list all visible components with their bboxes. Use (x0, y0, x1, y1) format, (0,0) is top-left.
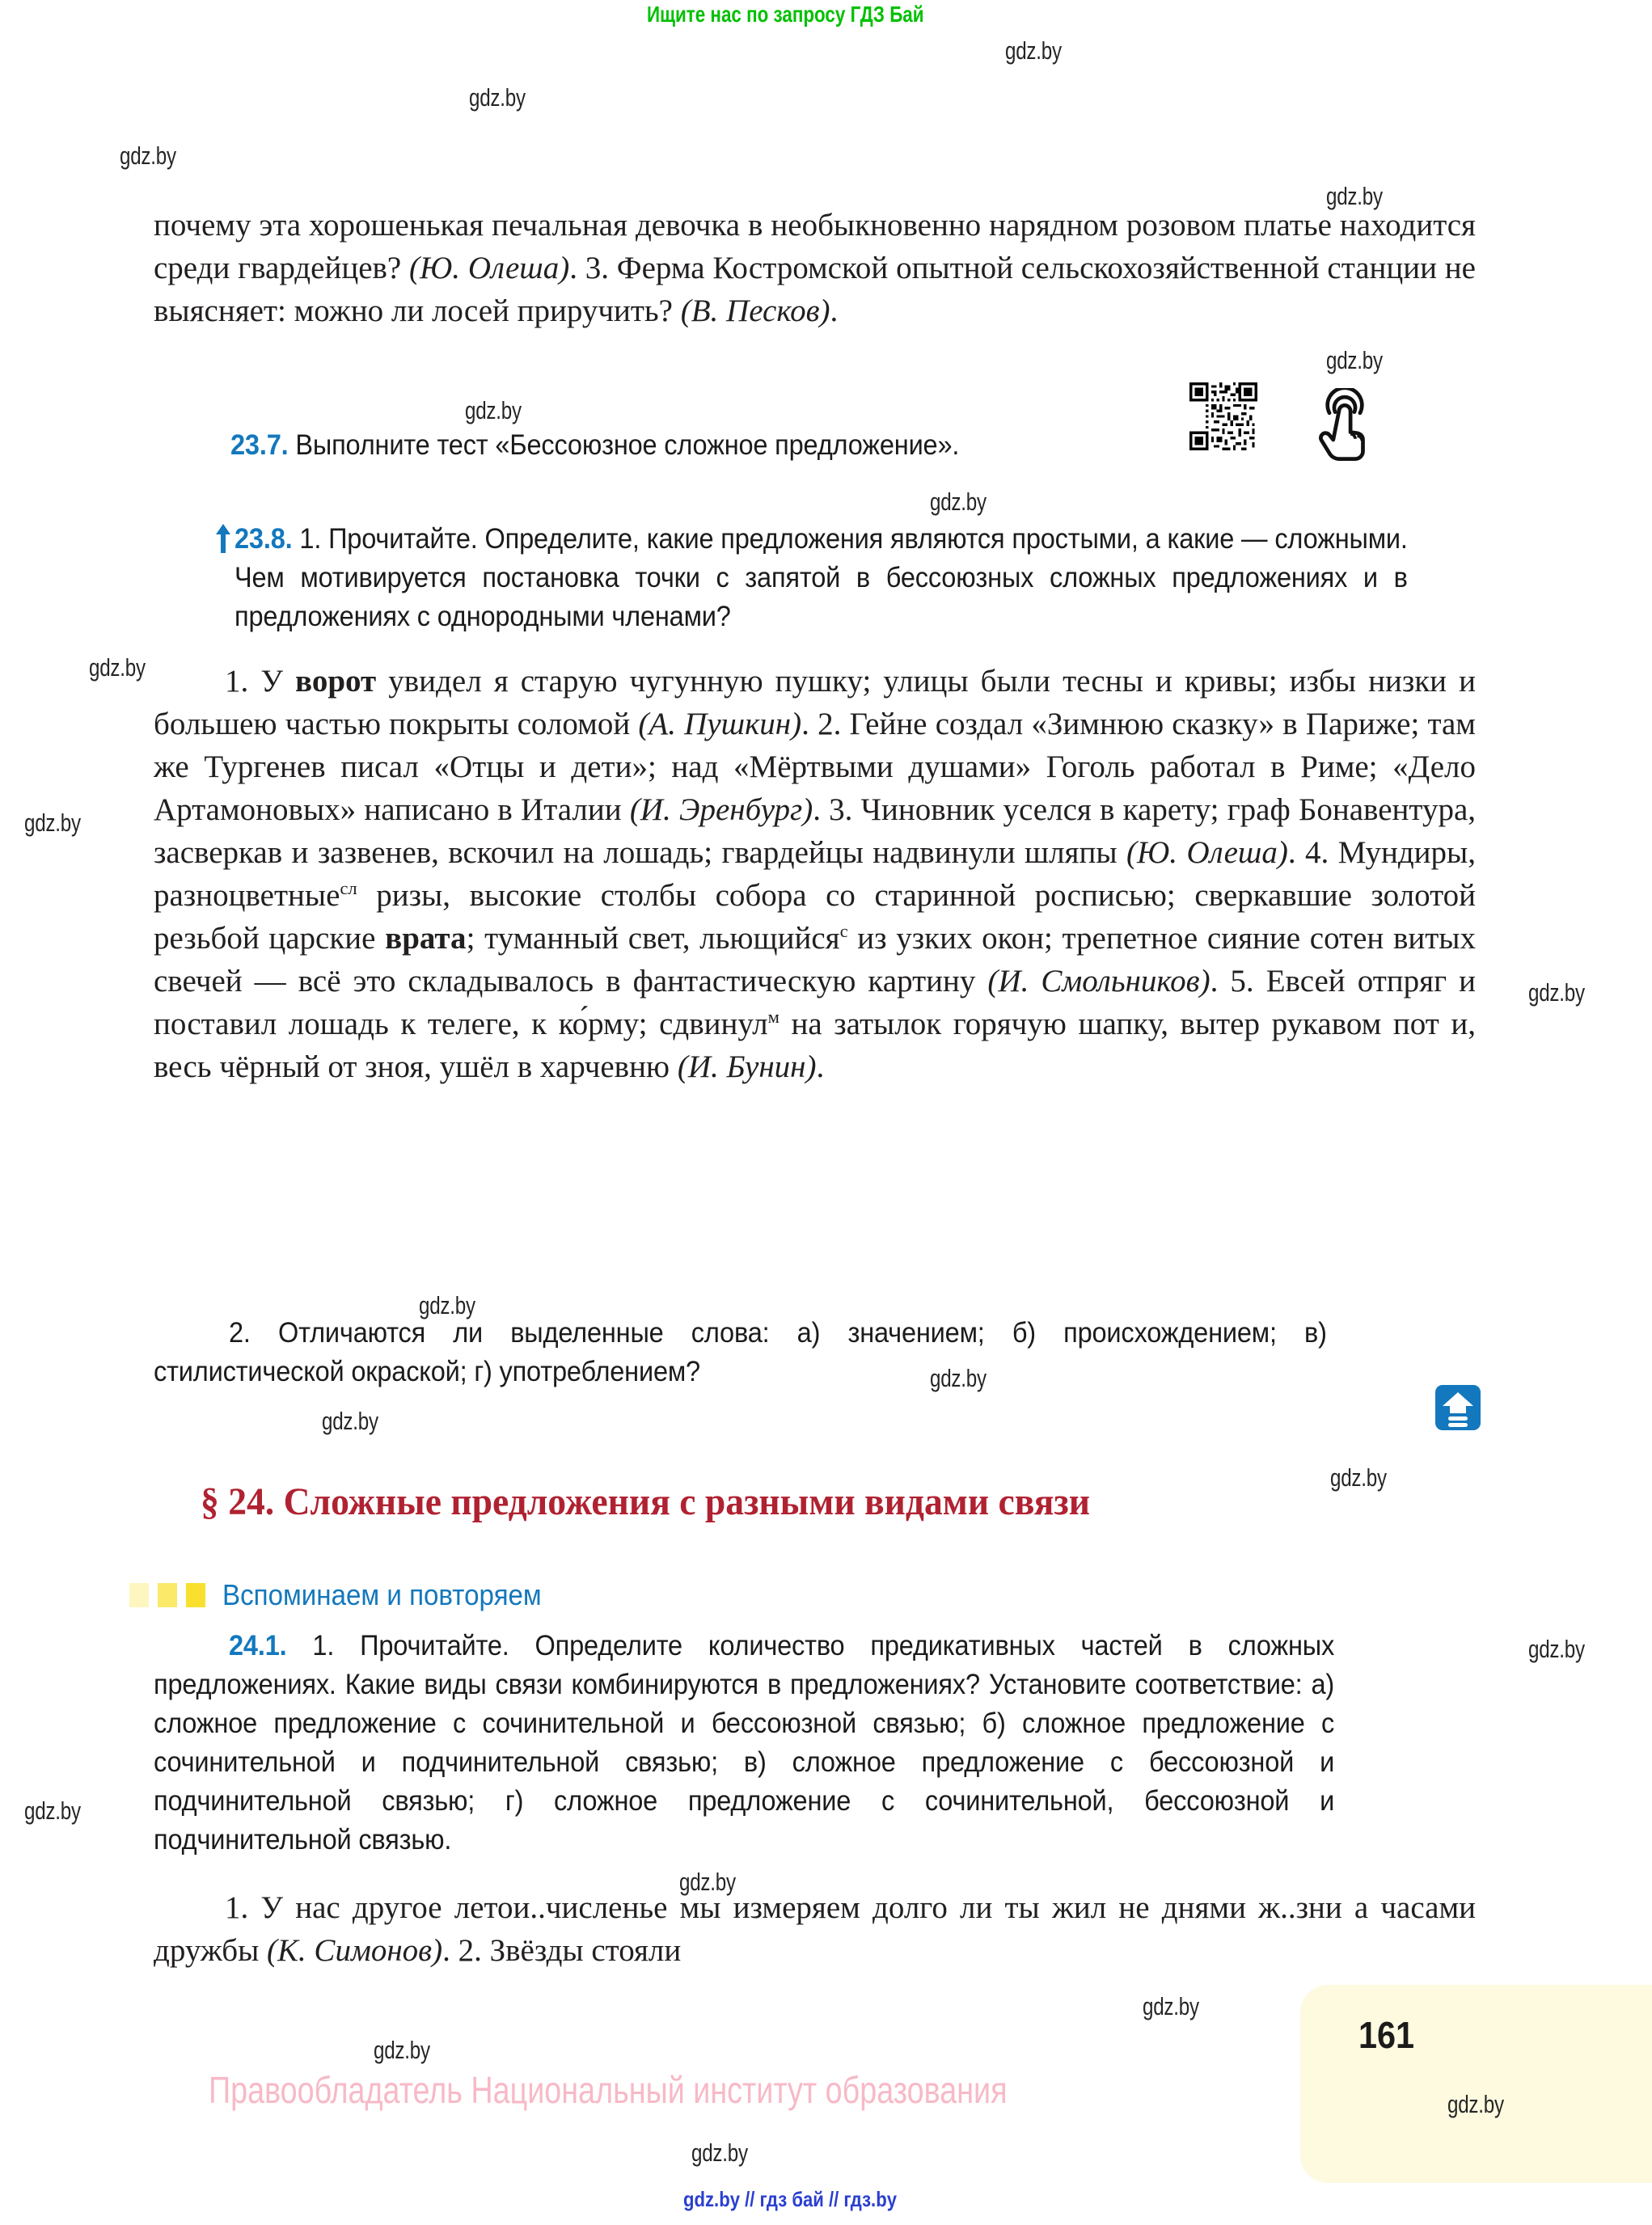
watermark: gdz.by (469, 83, 526, 112)
exercise-number-23-7: 23.7. (230, 429, 289, 461)
promo-banner: Ищите нас по запросу ГДЗ Бай (647, 2, 924, 27)
watermark: gdz.by (1143, 1992, 1199, 2020)
exercise-23-8-task1-text: 1. Прочитайте. Определите, какие предложения являются простыми, а какие — сложными. Чем мотивируется постановка точки с запятой в бессоюзных сложных предложениях и в предложениях с однородными членами? (234, 523, 1408, 632)
watermark: gdz.by (1528, 1635, 1585, 1663)
exercise-number-24-1: 24.1. (229, 1630, 287, 1661)
watermark: gdz.by (24, 1796, 81, 1825)
watermark: gdz.by (679, 1868, 736, 1896)
sentences-24-1-text: 1. У нас другое летои..численье мы измеряем долго ли ты жил не днями ж..зни а часами дружбы (К. Симонов). 2. Звёзды стояли (154, 1890, 1476, 1968)
exercise-23-7 (230, 426, 1208, 465)
exercise-23-8-task2 (154, 1314, 1327, 1391)
watermark: gdz.by (120, 141, 176, 170)
watermark: gdz.by (89, 653, 146, 682)
exercise-24-1-task1-text: 1. Прочитайте. Определите количество предикативных частей в сложных предложениях. Какие виды связи комбинируются в предложениях? Установите соответствие: а) сложное предложение с сочинительной и бессоюзной связью; б) сложное предложение с сочинительной и подчинительной связью; в) сложное предложение с бессоюзной и подчинительной связью; г) сложное предложение с сочинительной, бессоюзной и подчинительной связью. (154, 1630, 1335, 1856)
page-number-badge (1300, 1985, 1652, 2183)
section-heading: § 24. Сложные предложения с разными видами связи (201, 1480, 1091, 1523)
carryover-text: почему эта хорошенькая печальная девочка в необыкновенно нарядном розовом платье находится среди гвардейцев? (Ю. Олеша). 3. Ферма Костромской опытной сельскохозяйственной станции не выясняет: можно ли лосей приручить? (В. Песков). (154, 208, 1476, 328)
watermark: gdz.by (374, 2036, 430, 2064)
watermark: gdz.by (1326, 182, 1383, 210)
carryover-paragraph (154, 204, 1476, 332)
rubric-label: Вспоминаем и повторяем (222, 1578, 542, 1611)
watermark: gdz.by (1005, 36, 1062, 65)
watermark: gdz.by (1330, 1463, 1387, 1492)
qr-code-icon[interactable] (1189, 382, 1257, 450)
watermark: gdz.by (322, 1407, 378, 1435)
watermark: gdz.by (691, 2138, 748, 2167)
exercise-23-8-task2-text: 2. Отличаются ли выделенные слова: а) значением; б) происхождением; в) стилистической окраской; г) употреблением? (154, 1317, 1327, 1387)
watermark: gdz.by (1447, 2090, 1504, 2118)
upload-home-icon[interactable] (1435, 1385, 1481, 1430)
watermark: gdz.by (24, 809, 81, 837)
watermark: gdz.by (930, 1364, 987, 1392)
exercise-23-8-sentences (154, 660, 1476, 1088)
exercise-24-1-sentences (154, 1886, 1476, 1972)
rubric-square-1 (129, 1583, 149, 1607)
rubric-square-2 (158, 1583, 177, 1607)
watermark: gdz.by (465, 396, 522, 424)
tap-hand-icon[interactable] (1314, 388, 1375, 461)
rubric (129, 1578, 569, 1612)
page-number: 161 (1358, 2014, 1415, 2056)
exercise-number-23-8: 23.8. (234, 523, 293, 555)
bottom-links[interactable]: gdz.by // гдз бай // гдз.by (683, 2187, 897, 2211)
watermark: gdz.by (1528, 978, 1585, 1007)
sentences-text: 1. У ворот увидел я старую чугунную пушку; улицы были тесны и кривы; избы низки и большею частью покрыты соломой (А. Пушкин). 2. Гейне создал «Зимнюю сказку» в Париже; там же Тургенев писал «Отцы и дети»; над «Мёртвыми душами» Гоголь работал в Риме; «Дело Артамоновых» написано в Италии (И. Эренбург). 3. Чиновник уселся в карету; граф Бонавентура, засверкав и зазвенев, вскочил на лошадь; гвардейцы надвинули шляпы (Ю. Олеша). 4. Мундиры, разноцветные$^{сл}$ ризы, высокие столбы собора со старинной росписью; сверкавшие золотой резьбой царские врата; туманный свет, льющийся$^с$ из узких окон; трепетное сияние сотен витых свечей — всё это складывалось в фантастическую картину (И. Смольников). 5. Евсей отпряг и поставил лошадь к телеге, к ко́рму; сдвинул$^м$ на затылок горячую шапку, вытер рукавом пот и, весь чёрный от зноя, ушёл в харчевню (И. Бунин). (154, 664, 1477, 1084)
exercise-23-7-text: Выполните тест «Бессоюзное сложное предложение». (295, 429, 960, 461)
watermark: gdz.by (419, 1291, 475, 1319)
exercise-23-8-task1 (234, 520, 1408, 636)
copyright-notice: Правообладатель Национальный институт образования (209, 2069, 1008, 2111)
up-arrow-icon (214, 522, 232, 555)
rubric-square-3 (186, 1583, 205, 1607)
watermark: gdz.by (1326, 346, 1383, 374)
watermark: gdz.by (930, 488, 987, 516)
exercise-24-1-task1 (154, 1627, 1334, 1860)
